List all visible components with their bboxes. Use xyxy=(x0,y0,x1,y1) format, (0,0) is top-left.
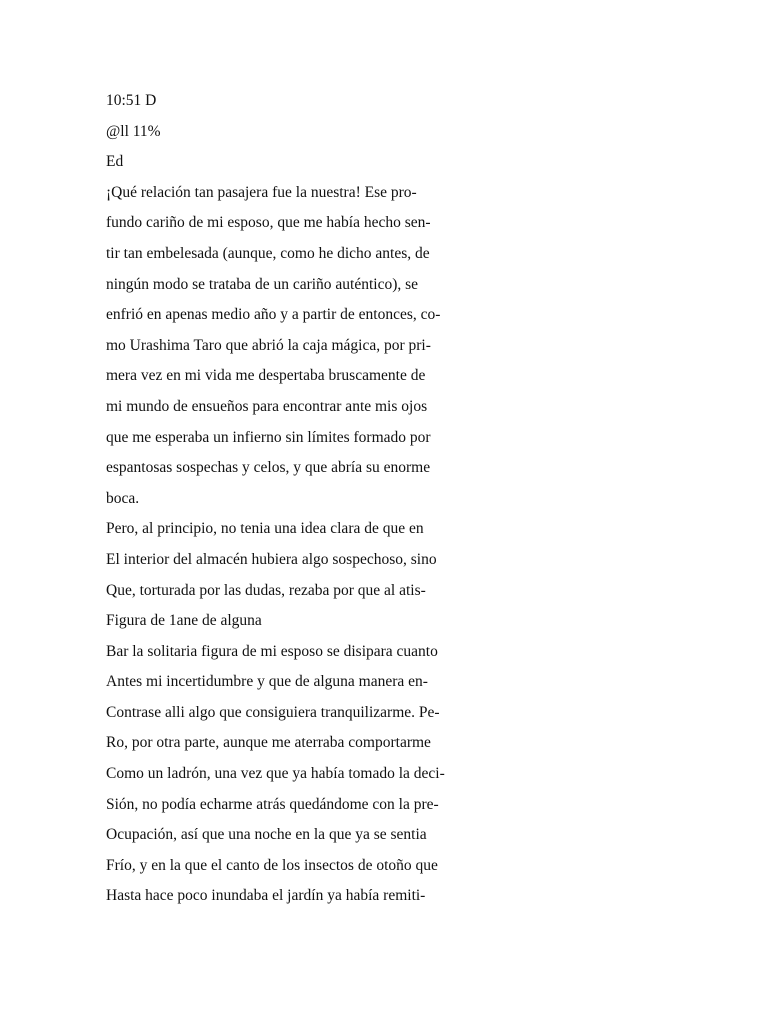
text-line: Contrase alli algo que consiguiera tranquilizarme. Pe- xyxy=(106,703,440,721)
text-line: mo Urashima Taro que abrió la caja mágica, por pri- xyxy=(106,336,431,354)
status-time: 10:51 D xyxy=(106,92,157,109)
text-line: Antes mi incertidumbre y que de alguna manera en- xyxy=(106,673,428,691)
text-line: enfrió en apenas medio año y a partir de entonces, co- xyxy=(106,306,441,324)
text-line: tir tan embelesada (aunque, como he dicho antes, de xyxy=(106,244,430,262)
text-line: ¡Qué relación tan pasajera fue la nuestra! Ese pro- xyxy=(106,183,417,201)
text-line: mi mundo de ensueños para encontrar ante mis ojos xyxy=(106,397,428,415)
text-line: Figura de 1ane de alguna xyxy=(106,612,262,630)
text-line: Ro, por otra parte, aunque me aterraba comportarme xyxy=(106,734,431,752)
status-app: Ed xyxy=(106,153,124,171)
text-line: Pero, al principio, no tenia una idea clara de que en xyxy=(106,520,424,538)
text-line: Como un ladrón, una vez que ya había tomado la deci- xyxy=(106,765,445,783)
text-line: ningún modo se trataba de un cariño auténtico), se xyxy=(106,275,419,293)
text-line: Bar la solitaria figura de mi esposo se disipara cuanto xyxy=(106,642,438,660)
text-line: que me esperaba un infierno sin límites formado por xyxy=(106,428,431,446)
text-line: Sión, no podía echarme atrás quedándome con la pre- xyxy=(106,795,439,813)
text-line: Que, torturada por las dudas, rezaba por que al atis- xyxy=(106,581,426,599)
text-line: Ocupación, así que una noche en la que ya se sentia xyxy=(106,826,427,844)
text-line: espantosas sospechas y celos, y que abría su enorme xyxy=(106,459,431,477)
text-line: boca. xyxy=(106,489,140,507)
status-signal-battery: @ll 11% xyxy=(106,122,161,140)
text-line: Frío, y en la que el canto de los insectos de otoño que xyxy=(106,856,438,874)
text-line: mera vez en mi vida me despertaba bruscamente de xyxy=(106,367,426,385)
text-line: Hasta hace poco inundaba el jardín ya había remiti- xyxy=(106,887,426,905)
document-page xyxy=(106,86,746,912)
text-line: fundo cariño de mi esposo, que me había hecho sen- xyxy=(106,214,431,232)
text-line: El interior del almacén hubiera algo sospechoso, sino xyxy=(106,550,437,568)
